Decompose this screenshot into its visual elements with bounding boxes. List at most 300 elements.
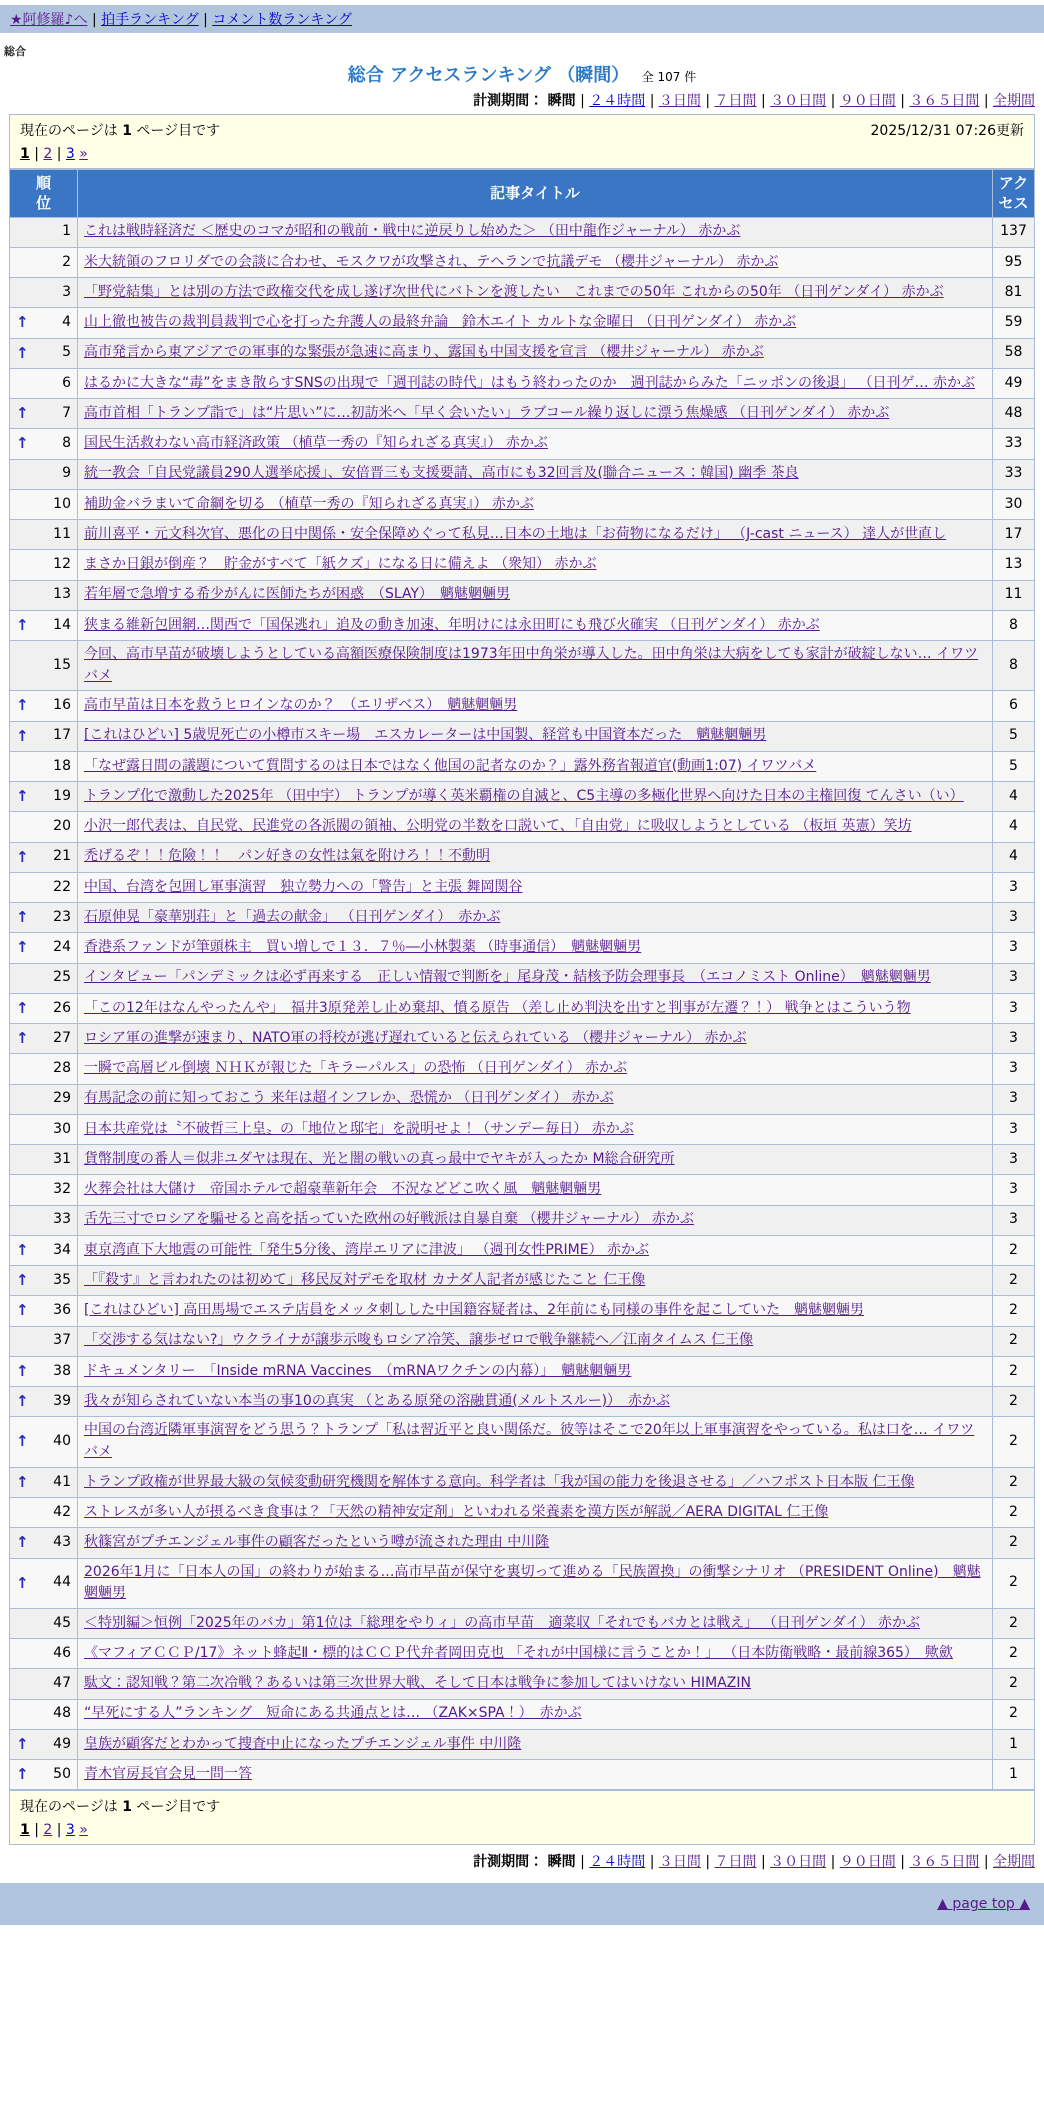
article-link[interactable]: ＜特別編＞恒例「2025年のバカ」第1位は「総理をやりィ」の高市早苗 適菜収「それでもバカとは戦え」 （日刊ゲンダイ） 赤かぶ: [84, 1614, 921, 1631]
table-row: [10, 691, 1035, 721]
article-title-cell: [78, 1760, 993, 1790]
article-title-cell: [78, 520, 993, 550]
access-count: 4: [993, 842, 1035, 872]
rank-number: 33: [53, 1211, 71, 1228]
separator: |: [91, 12, 102, 28]
period-nav-top: [0, 90, 1035, 110]
period-option-link[interactable]: ３６５日間: [909, 93, 980, 109]
article-title-cell: [78, 1608, 993, 1638]
period-option-link[interactable]: ２４時間: [589, 93, 646, 109]
access-count: 2: [993, 1326, 1035, 1356]
access-count: 48: [993, 399, 1035, 429]
separator: |: [979, 1854, 993, 1871]
rank-cell: [10, 368, 78, 398]
rank-number: 46: [53, 1644, 71, 1661]
article-link[interactable]: 今回、高市早苗が破壊しようとしている高額医療保険制度は1973年田中角栄が導入した。田中角栄は大病をしても家計が破綻しない… イワツバメ: [84, 646, 979, 684]
table-row: [10, 1558, 1035, 1608]
access-count: 2: [993, 1296, 1035, 1326]
access-count: 30: [993, 489, 1035, 519]
article-title-cell: [78, 1296, 993, 1326]
article-title-cell: [78, 1558, 993, 1608]
article-title-cell: [78, 751, 993, 781]
rank-column-header: 順位: [10, 170, 78, 218]
up-arrow-icon: ↑: [16, 1271, 29, 1290]
access-count: 2: [993, 1528, 1035, 1558]
up-arrow-icon: ↑: [16, 1472, 29, 1491]
page-status-prefix: 現在のページは: [20, 123, 118, 139]
page-link[interactable]: 2: [43, 1822, 53, 1839]
rank-cell: [10, 459, 78, 489]
table-row: [10, 278, 1035, 308]
rank-cell: [10, 1326, 78, 1356]
rank-number: 40: [53, 1433, 71, 1450]
article-link[interactable]: 東京湾直下大地震の可能性「発生5分後、湾岸エリアに津波」 （週刊女性PRIME） 赤かぶ: [84, 1241, 650, 1258]
article-link[interactable]: 香港系ファンドが筆頭株主 買い増しで１３．７％―小林製薬 （時事通信） 魑魅魍魎男: [84, 939, 642, 956]
access-count: 95: [993, 247, 1035, 277]
rank-number: 43: [53, 1534, 71, 1551]
up-arrow-icon: ↑: [16, 343, 29, 362]
table-row: [10, 610, 1035, 640]
table-row: [10, 1054, 1035, 1084]
article-link[interactable]: 「なぜ露日間の議題について質問するのは日本ではなく他国の記者なのか？」露外務省報道官(動画1:07) イワツバメ: [84, 757, 817, 774]
period-option-link[interactable]: ３６５日間: [909, 1854, 980, 1871]
article-title-cell: [78, 217, 993, 247]
table-row: [10, 641, 1035, 691]
up-arrow-icon: ↑: [16, 1432, 29, 1451]
rank-number: 11: [53, 525, 71, 542]
rank-cell: [10, 247, 78, 277]
access-count: 137: [993, 217, 1035, 247]
rank-number: 6: [62, 374, 71, 391]
rank-number: 21: [53, 848, 71, 865]
article-title-cell: [78, 308, 993, 338]
rank-cell: [10, 842, 78, 872]
access-count: 8: [993, 641, 1035, 691]
article-title-cell: [78, 1356, 993, 1386]
table-row: [10, 308, 1035, 338]
article-link[interactable]: 「野党結集」とは別の方法で政権交代を成し遂げ次世代にバトンを渡したい これまでの50年 これからの50年 （日刊ゲンダイ） 赤かぶ: [84, 283, 944, 300]
article-title-cell: [78, 933, 993, 963]
rank-cell: [10, 489, 78, 519]
article-link[interactable]: 高市首相「トランプ詣で」は“片思い”に…初訪米へ「早く会いたい」ラブコール繰り返しに漂う焦燥感 （日刊ゲンダイ） 赤かぶ: [84, 404, 890, 421]
rank-cell: [10, 1296, 78, 1326]
access-count: 2: [993, 1608, 1035, 1638]
up-arrow-icon: ↑: [16, 434, 29, 453]
table-row: [10, 721, 1035, 751]
period-label: 計測期間：: [473, 93, 544, 109]
title-column-header: 記事タイトル: [78, 170, 993, 218]
table-row: [10, 872, 1035, 902]
article-link[interactable]: 「『殺す』と言われたのは初めて」移民反対デモを取材 カナダ人記者が感じたこと 仁王像: [84, 1271, 646, 1288]
access-count: 33: [993, 459, 1035, 489]
up-arrow-icon: ↑: [16, 1240, 29, 1259]
access-count: 33: [993, 429, 1035, 459]
up-arrow-icon: ↑: [16, 908, 29, 927]
article-link[interactable]: 「交渉する気はない?」ウクライナが譲歩示唆もロシア冷笑、譲歩ゼロで戦争継続へ／江南タイムス 仁王像: [84, 1332, 754, 1349]
article-link[interactable]: 狭まる維新包囲網…関西で「国保逃れ」追及の動き加速、年明けには永田町にも飛び火確実 （日刊ゲンダイ） 赤かぶ: [84, 616, 820, 633]
period-option-link[interactable]: ２４時間: [589, 1854, 646, 1871]
article-link[interactable]: 中国の台湾近隣軍事演習をどう思う？トランプ「私は習近平と良い関係だ。彼等はそこで20年以上軍事演習をやっている。私は口を… イワツバメ: [84, 1422, 975, 1461]
article-link[interactable]: はるかに大きな“毒”をまき散らすSNSの出現で「週刊誌の時代」はもう終わったのか 週刊誌からみた「ニッポンの後退」 （日刊ゲ… 赤かぶ: [84, 374, 975, 391]
rank-number: 29: [53, 1090, 71, 1107]
pagination-box-top: [9, 114, 1035, 169]
article-link[interactable]: 火葬会社は大儲け 帝国ホテルで超豪華新年会 不況などどこ吹く風 魑魅魍魎男: [84, 1181, 602, 1198]
article-link[interactable]: 米大統領のフロリダでの会談に合わせ、モスクワが攻撃され、テヘランで抗議デモ （櫻井ジャーナル） 赤かぶ: [84, 253, 779, 270]
article-title-cell: [78, 641, 993, 691]
table-row: [10, 247, 1035, 277]
rank-number: 7: [62, 404, 71, 421]
ranking-table: [9, 169, 1035, 1790]
rank-number: 26: [53, 999, 71, 1016]
article-title-cell: [78, 1024, 993, 1054]
rank-cell: [10, 1498, 78, 1528]
article-link[interactable]: インタビュー「パンデミックは必ず再来する 正しい情報で判断を」尾身茂・結核予防会理事長 （エコノミスト Online） 魑魅魍魎男: [84, 969, 931, 986]
article-link[interactable]: 若年層で急増する希少がんに医師たちが困惑 （SLAY） 魑魅魍魎男: [84, 586, 511, 603]
access-count: 2: [993, 1669, 1035, 1699]
separator: |: [29, 1822, 44, 1839]
rank-cell: [10, 429, 78, 459]
rank-cell: [10, 308, 78, 338]
access-count: 1: [993, 1760, 1035, 1790]
article-link[interactable]: 2026年1月に「日本人の国」の終わりが始まる…高市早苗が保守を裏切って進める「民族置換」の衝撃シナリオ （PRESIDENT Online) 魑魅魍魎男: [84, 1563, 981, 1602]
home-link[interactable]: ★阿修羅♪へ: [10, 12, 88, 28]
table-row: [10, 1639, 1035, 1669]
table-row: [10, 1760, 1035, 1790]
rank-number: 38: [53, 1362, 71, 1379]
rank-cell: [10, 641, 78, 691]
access-count: 1: [993, 1729, 1035, 1759]
article-link[interactable]: 貨幣制度の番人＝似非ユダヤは現在、光と闇の戦いの真っ最中でヤキが入ったか M総合研究所: [84, 1150, 675, 1167]
access-count: 2: [993, 1699, 1035, 1729]
access-count: 4: [993, 782, 1035, 812]
up-arrow-icon: ↑: [16, 787, 29, 806]
table-row: [10, 1024, 1035, 1054]
article-link[interactable]: 秋篠宮がプチエンジェル事件の顧客だったという噂が流された理由 中川隆: [84, 1534, 550, 1551]
article-link[interactable]: [これはひどい] 5歳児死亡の小樽市スキー場 エスカレーターは中国製、経営も中国資本だった 魑魅魍魎男: [84, 727, 767, 744]
page-title: [0, 61, 1044, 87]
pagination-box-bottom: [9, 1790, 1035, 1845]
table-row: [10, 1528, 1035, 1558]
article-title-cell: [78, 1205, 993, 1235]
article-link[interactable]: “早死にする人”ランキング 短命にある共通点とは… （ZAK×SPA！） 赤かぶ: [84, 1705, 582, 1722]
page-link[interactable]: 2: [43, 146, 53, 162]
article-link[interactable]: 我々が知らされていない本当の事10の真実 （とある原発の溶融貫通(メルトスルー)） 赤かぶ: [84, 1392, 671, 1409]
rank-cell: [10, 1729, 78, 1759]
separator: |: [52, 1822, 66, 1839]
period-option-link[interactable]: ９０日間: [839, 93, 896, 109]
period-option-link[interactable]: ７日間: [714, 93, 757, 109]
article-link[interactable]: 統一教会「自民党議員290人選挙応援」、安倍晋三も支援要請、高市にも32回言及(聯合ニュース：韓国) 幽季 茶良: [84, 465, 799, 482]
page-status-suffix: ページ目です: [136, 123, 221, 139]
rank-number: 27: [53, 1029, 71, 1046]
access-count: 59: [993, 308, 1035, 338]
access-count: 3: [993, 1175, 1035, 1205]
table-row: [10, 1175, 1035, 1205]
article-link[interactable]: トランプ政権が世界最大級の気候変動研究機関を解体する意向。科学者は「我が国の能力を後退させる」／ハフポスト日本版 仁王像: [84, 1473, 915, 1490]
article-link[interactable]: 舌先三寸でロシアを騙せると高を括っていた欧州の好戦派は自暴自棄 （櫻井ジャーナル） 赤かぶ: [84, 1211, 694, 1228]
up-arrow-icon: ↑: [16, 1573, 29, 1592]
article-title-cell: [78, 247, 993, 277]
table-row: [10, 782, 1035, 812]
access-count: 2: [993, 1558, 1035, 1608]
article-title-cell: [78, 429, 993, 459]
article-title-cell: [78, 1467, 993, 1497]
article-title-cell: [78, 1114, 993, 1144]
rank-number: 19: [53, 787, 71, 804]
period-option-link[interactable]: 全期間: [993, 93, 1035, 109]
access-count: 5: [993, 721, 1035, 751]
page-links-top: [20, 146, 1024, 162]
page-title-text: 総合 アクセスランキング （瞬間）: [347, 65, 630, 86]
table-row: [10, 1467, 1035, 1497]
period-option-link[interactable]: ３日間: [658, 93, 701, 109]
article-link[interactable]: 駄文：認知戦？第二次冷戦？あるいは第三次世界大戦、そして日本は戦争に参加してはいけない HIMAZIN: [84, 1675, 751, 1692]
rank-number: 2: [62, 253, 71, 270]
rank-number: 18: [53, 757, 71, 774]
rank-number: 9: [62, 465, 71, 482]
article-title-cell: [78, 1235, 993, 1265]
article-link[interactable]: 前川喜平・元文科次官、悪化の日中関係・安全保障めぐって私見…日本の土地は「お荷物になるだけ」 （J-cast ニュース） 達人が世直し: [84, 525, 947, 542]
rank-number: 1: [62, 223, 71, 240]
article-title-cell: [78, 963, 993, 993]
period-option-link[interactable]: 全期間: [993, 1854, 1035, 1871]
rank-number: 12: [53, 556, 71, 573]
rank-cell: [10, 1608, 78, 1638]
table-row: [10, 1669, 1035, 1699]
article-title-cell: [78, 721, 993, 751]
table-row: [10, 1326, 1035, 1356]
article-title-cell: [78, 1175, 993, 1205]
article-title-cell: [78, 1498, 993, 1528]
rank-number: 25: [53, 969, 71, 986]
rank-number: 4: [62, 314, 71, 331]
rank-number: 44: [53, 1574, 71, 1591]
access-count: 3: [993, 872, 1035, 902]
table-row: [10, 1235, 1035, 1265]
period-option-link[interactable]: ３日間: [658, 1854, 701, 1871]
period-option-link[interactable]: ９０日間: [839, 1854, 896, 1871]
rank-cell: [10, 1145, 78, 1175]
period-option-link[interactable]: ３０日間: [770, 93, 827, 109]
table-row: [10, 1608, 1035, 1638]
article-title-cell: [78, 782, 993, 812]
current-page-number: 1: [122, 123, 132, 139]
up-arrow-icon: ↑: [16, 998, 29, 1017]
separator: |: [700, 1854, 715, 1871]
rank-number: 24: [53, 939, 71, 956]
rank-cell: [10, 1356, 78, 1386]
article-link[interactable]: 青木官房長官会見一問一答: [84, 1765, 252, 1782]
article-link[interactable]: 「この12年はなんやったんや」 福井3原発差し止め棄却、憤る原告 （差し止め判決を出すと判事が左遷？！） 戦争とはこういう物: [84, 999, 911, 1016]
page-top-link[interactable]: ▲ page top ▲: [937, 1896, 1030, 1913]
rank-cell: [10, 1205, 78, 1235]
page-link-current: 1: [20, 146, 30, 162]
rank-number: 31: [53, 1150, 71, 1167]
article-title-cell: [78, 1387, 993, 1417]
access-count: 11: [993, 580, 1035, 610]
period-nav-bottom: [0, 1851, 1035, 1871]
top-link-bar: [0, 5, 1044, 33]
separator: |: [826, 93, 840, 109]
total-count: 全 107 件: [641, 70, 697, 84]
access-count: 2: [993, 1467, 1035, 1497]
table-row: [10, 489, 1035, 519]
article-title-cell: [78, 993, 993, 1023]
page-link[interactable]: 3: [65, 146, 75, 162]
access-count: 2: [993, 1266, 1035, 1296]
article-title-cell: [78, 812, 993, 842]
rank-number: 28: [53, 1060, 71, 1077]
table-row: [10, 1729, 1035, 1759]
separator: |: [756, 93, 771, 109]
article-link[interactable]: 《マフィアＣＣＰ/17》ネット蜂起Ⅱ・標的はＣＣＰ代弁者岡田克也 「それが中国様に言うことか！」 （日本防衛戦略・最前線365） 歟歛: [84, 1644, 953, 1661]
article-title-cell: [78, 1699, 993, 1729]
up-arrow-icon: ↑: [16, 313, 29, 332]
period-label: 計測期間：: [473, 1854, 544, 1871]
rank-number: 3: [62, 283, 71, 300]
next-page-link[interactable]: »: [79, 146, 88, 162]
rank-number: 45: [53, 1614, 71, 1631]
article-link[interactable]: ストレスが多い人が摂るべき食事は？「天然の精神安定剤」といわれる栄養素を漢方医が解説／AERA DIGITAL 仁王像: [84, 1503, 829, 1520]
top-nav-link[interactable]: 拍手ランキング: [101, 12, 199, 28]
article-link[interactable]: まさか日銀が倒産？ 貯金がすべて「紙クズ」になる日に備えよ （衆知） 赤かぶ: [84, 556, 597, 573]
rank-cell: [10, 933, 78, 963]
rank-cell: [10, 1266, 78, 1296]
rank-cell: [10, 1699, 78, 1729]
rank-number: 36: [53, 1302, 71, 1319]
table-row: [10, 842, 1035, 872]
article-title-cell: [78, 872, 993, 902]
rank-cell: [10, 812, 78, 842]
article-link[interactable]: 皇族が顧客だとわかって捜査中止になったプチエンジェル事件 中川隆: [84, 1735, 522, 1752]
table-row: [10, 1387, 1035, 1417]
access-count: 81: [993, 278, 1035, 308]
article-link[interactable]: 中国、台湾を包囲し軍事演習 独立勢力への「警告」と主張 舞岡関谷: [84, 878, 523, 895]
top-nav-link[interactable]: コメント数ランキング: [212, 12, 352, 28]
article-link[interactable]: これは戦時経済だ ＜歴史のコマが昭和の戦前・戦中に逆戻りし始めた＞ （田中龍作ジャーナル） 赤かぶ: [84, 223, 741, 240]
table-row: [10, 217, 1035, 247]
page-link[interactable]: 3: [65, 1822, 75, 1839]
article-title-cell: [78, 1145, 993, 1175]
next-page-link[interactable]: »: [79, 1822, 88, 1839]
rank-number: 10: [53, 495, 71, 512]
rank-cell: [10, 1235, 78, 1265]
table-row: [10, 1266, 1035, 1296]
rank-cell: [10, 751, 78, 781]
access-count: 3: [993, 903, 1035, 933]
rank-cell: [10, 1669, 78, 1699]
rank-cell: [10, 610, 78, 640]
up-arrow-icon: ↑: [16, 1392, 29, 1411]
article-link[interactable]: [これはひどい] 高田馬場でエステ店員をメッタ刺しした中国籍容疑者は、2年前にも同様の事件を起こしていた 魑魅魍魎男: [84, 1302, 864, 1319]
page-status: [20, 120, 220, 140]
rank-number: 22: [53, 878, 71, 895]
separator: |: [895, 1854, 910, 1871]
rank-cell: [10, 399, 78, 429]
article-title-cell: [78, 1639, 993, 1669]
article-title-cell: [78, 399, 993, 429]
article-link[interactable]: 禿げるぞ！！危險！！ パン好きの女性は氣を附けろ！！不動明: [84, 848, 490, 865]
separator: |: [979, 93, 993, 109]
access-count: 2: [993, 1417, 1035, 1467]
rank-cell: [10, 1467, 78, 1497]
access-count: 4: [993, 812, 1035, 842]
rank-cell: [10, 1528, 78, 1558]
article-link[interactable]: ロシア軍の進撃が速まり、NATO軍の将校が逃げ遅れていると伝えられている （櫻井ジャーナル） 赤かぶ: [84, 1029, 747, 1046]
period-option-link[interactable]: ３０日間: [770, 1854, 827, 1871]
article-link[interactable]: 山上徹也被告の裁判員裁判で心を打った弁護人の最終弁論 鈴木エイト カルトな金曜日 （日刊ゲンダイ） 赤かぶ: [84, 314, 797, 331]
period-option-link[interactable]: ７日間: [714, 1854, 757, 1871]
article-link[interactable]: 小沢一郎代表は、自民党、民進党の各派閥の領袖、公明党の半数を口説いて、「自由党」に吸収しようとしている （板垣 英憲）笑坊: [84, 818, 912, 835]
access-count: 13: [993, 550, 1035, 580]
article-link[interactable]: 石原伸晃「豪華別荘」と「過去の献金」 （日刊ゲンダイ） 赤かぶ: [84, 908, 501, 925]
article-title-cell: [78, 691, 993, 721]
rank-cell: [10, 993, 78, 1023]
updated-timestamp: 2025/12/31 07:26更新: [870, 123, 1024, 139]
access-count: 5: [993, 751, 1035, 781]
access-count: 2: [993, 1356, 1035, 1386]
page-status-suffix: ページ目です: [136, 1799, 221, 1816]
article-link[interactable]: 一瞬で高層ビル倒壊 ＮＨＫが報じた「キラーパルス」の恐怖 （日刊ゲンダイ） 赤かぶ: [84, 1060, 628, 1077]
rank-number: 5: [62, 344, 71, 361]
article-link[interactable]: 有馬記念の前に知っておこう 来年は超インフレか、恐慌か （日刊ゲンダイ） 赤かぶ: [84, 1090, 614, 1107]
separator: |: [575, 93, 590, 109]
rank-cell: [10, 872, 78, 902]
article-link[interactable]: 高市早苗は日本を救うヒロインなのか？ （エリザベス） 魑魅魍魎男: [84, 697, 518, 714]
period-current: 瞬間: [547, 93, 576, 109]
page-links-bottom: [20, 1822, 1024, 1838]
separator: |: [645, 93, 659, 109]
up-arrow-icon: ↑: [16, 938, 29, 957]
separator: |: [700, 93, 715, 109]
access-count: 3: [993, 1205, 1035, 1235]
article-link[interactable]: ドキュメンタリー 「Inside mRNA Vaccines （mRNAワクチンの内幕）」 魑魅魍魎男: [84, 1362, 632, 1379]
up-arrow-icon: ↑: [16, 1734, 29, 1753]
rank-cell: [10, 1558, 78, 1608]
table-row: [10, 368, 1035, 398]
rank-cell: [10, 1024, 78, 1054]
article-title-cell: [78, 1326, 993, 1356]
table-row: [10, 429, 1035, 459]
article-title-cell: [78, 903, 993, 933]
page-status: [20, 1796, 220, 1816]
rank-cell: [10, 963, 78, 993]
rank-number: 50: [53, 1765, 71, 1782]
table-row: [10, 550, 1035, 580]
rank-number: 49: [53, 1735, 71, 1752]
rank-cell: [10, 1639, 78, 1669]
article-link[interactable]: 国民生活救わない高市経済政策 （植草一秀の『知られざる真実』） 赤かぶ: [84, 435, 548, 452]
rank-cell: [10, 1417, 78, 1467]
rank-number: 16: [53, 697, 71, 714]
separator: |: [826, 1854, 840, 1871]
pagetop-bar: [0, 1883, 1044, 1925]
article-title-cell: [78, 1266, 993, 1296]
rank-number: 42: [53, 1503, 71, 1520]
current-page-number: 1: [122, 1799, 132, 1816]
article-link[interactable]: 日本共産党は〝不破哲三上皇〟の「地位と邸宅」を説明せよ！（サンデー毎日） 赤かぶ: [84, 1120, 634, 1137]
table-row: [10, 751, 1035, 781]
rank-number: 37: [53, 1332, 71, 1349]
article-link[interactable]: 高市発言から東アジアでの軍事的な緊張が急速に高まり、露国も中国支援を宣言 （櫻井ジャーナル） 赤かぶ: [84, 344, 764, 361]
table-row: [10, 520, 1035, 550]
separator: |: [645, 1854, 659, 1871]
table-row: [10, 1699, 1035, 1729]
article-link[interactable]: 補助金バラまいて命綱を切る （植草一秀の『知られざる真実』） 赤かぶ: [84, 495, 534, 512]
access-count: 2: [993, 1498, 1035, 1528]
separator: |: [198, 12, 213, 28]
article-link[interactable]: トランプ化で激動した2025年 （田中宇） トランプが導く英米覇権の自滅と、C5主導の多極化世界へ向けた日本の主権回復 てんさい（い）: [84, 787, 964, 804]
